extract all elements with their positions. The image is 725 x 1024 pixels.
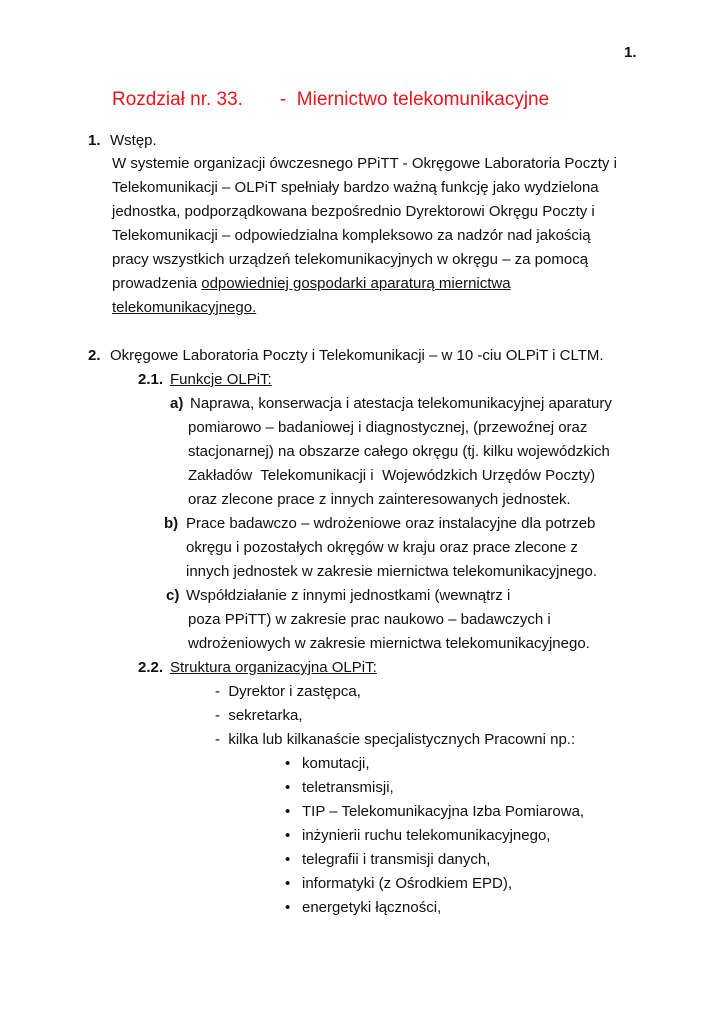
dash-item-2: - sekretarka,: [215, 707, 303, 724]
item-a-label: a): [170, 395, 184, 412]
section-1-heading: Wstęp.: [110, 132, 157, 149]
section-1-line-2: Telekomunikacji – OLPiT spełniały bardzo ważną funkcję jako wydzielona: [112, 179, 599, 196]
section-1-underlined-phrase: odpowiedniej gospodarki aparaturą miernictwa: [201, 275, 511, 292]
section-1-line-5: pracy wszystkich urządzeń telekomunikacyjnych w okręgu – za pomocą: [112, 251, 589, 268]
section-1-line-6: [112, 275, 511, 293]
item-c-line-2: poza PPiTT) w zakresie prac naukowo – badawczych i: [188, 611, 551, 628]
section-1-line-3: jednostka, podporządkowana bezpośrednio Dyrektorowi Okręgu Poczty i: [112, 203, 595, 220]
dash-item-3: - kilka lub kilkanaście specjalistycznych Pracowni np.:: [215, 731, 576, 748]
section-1-line-7: telekomunikacyjnego.: [112, 299, 257, 316]
bullet-icon: •: [285, 851, 291, 868]
bullet-icon: •: [285, 875, 291, 892]
bullet-item-3: TIP – Telekomunikacyjna Izba Pomiarowa,: [302, 803, 585, 820]
bullet-icon: •: [285, 827, 291, 844]
bullet-item-2: teletransmisji,: [302, 779, 394, 796]
subsection-2-2-label: Struktura organizacyjna OLPiT:: [170, 659, 377, 676]
bullet-item-1: komutacji,: [302, 755, 370, 772]
section-1-number: 1.: [88, 132, 101, 149]
item-a-line-5: oraz zlecone prace z innych zainteresowanych jednostek.: [188, 491, 571, 508]
bullet-icon: •: [285, 779, 291, 796]
item-a-line-2: pomiarowo – badaniowej i diagnostycznej, (przewoźnej oraz: [188, 419, 588, 436]
bullet-item-5: telegrafii i transmisji danych,: [302, 851, 491, 868]
bullet-icon: •: [285, 755, 291, 772]
section-2-number: 2.: [88, 347, 101, 364]
item-b-label: b): [164, 515, 179, 532]
dash-item-1: - Dyrektor i zastępca,: [215, 683, 361, 700]
item-b-line-2: okręgu i pozostałych okręgów w kraju oraz prace zlecone z: [186, 539, 578, 556]
subsection-2-2-number: 2.2.: [138, 659, 164, 676]
section-1-line-1: W systemie organizacji ówczesnego PPiTT - Okręgowe Laboratoria Poczty i: [112, 155, 617, 172]
bullet-item-4: inżynierii ruchu telekomunikacyjnego,: [302, 827, 551, 844]
subsection-2-1-number: 2.1.: [138, 371, 164, 388]
item-b-line-3: innych jednostek w zakresie miernictwa telekomunikacyjnego.: [186, 563, 598, 580]
page-number: 1.: [624, 44, 637, 61]
item-a-line-1: Naprawa, konserwacja i atestacja telekomunikacyjnej aparatury: [190, 395, 612, 412]
item-c-label: c): [166, 587, 180, 604]
bullet-item-7: energetyki łączności,: [302, 899, 442, 916]
item-a-line-3: stacjonarnej) na obszarze całego okręgu (tj. kilku wojewódzkich: [188, 443, 610, 460]
bullet-item-6: informatyki (z Ośrodkiem EPD),: [302, 875, 513, 892]
subsection-2-1-label: Funkcje OLPiT:: [170, 371, 272, 388]
item-b-line-1: Prace badawczo – wdrożeniowe oraz instalacyjne dla potrzeb: [186, 515, 596, 532]
item-c-line-3: wdrożeniowych w zakresie miernictwa telekomunikacyjnego.: [188, 635, 590, 652]
item-c-line-1: Współdziałanie z innymi jednostkami (wewnątrz i: [186, 587, 511, 604]
bullet-icon: •: [285, 899, 291, 916]
bullet-icon: •: [285, 803, 291, 820]
section-2-heading: Okręgowe Laboratoria Poczty i Telekomunikacji – w 10 -ciu OLPiT i CLTM.: [110, 347, 604, 364]
section-1-line-6-text: prowadzenia: [112, 275, 202, 292]
chapter-title: Rozdział nr. 33. - Miernictwo telekomunikacyjne: [112, 89, 550, 110]
item-a-line-4: Zakładów Telekomunikacji i Wojewódzkich Urzędów Poczty): [188, 467, 596, 484]
section-1-line-4: Telekomunikacji – odpowiedzialna kompleksowo za nadzór nad jakością: [112, 227, 591, 244]
